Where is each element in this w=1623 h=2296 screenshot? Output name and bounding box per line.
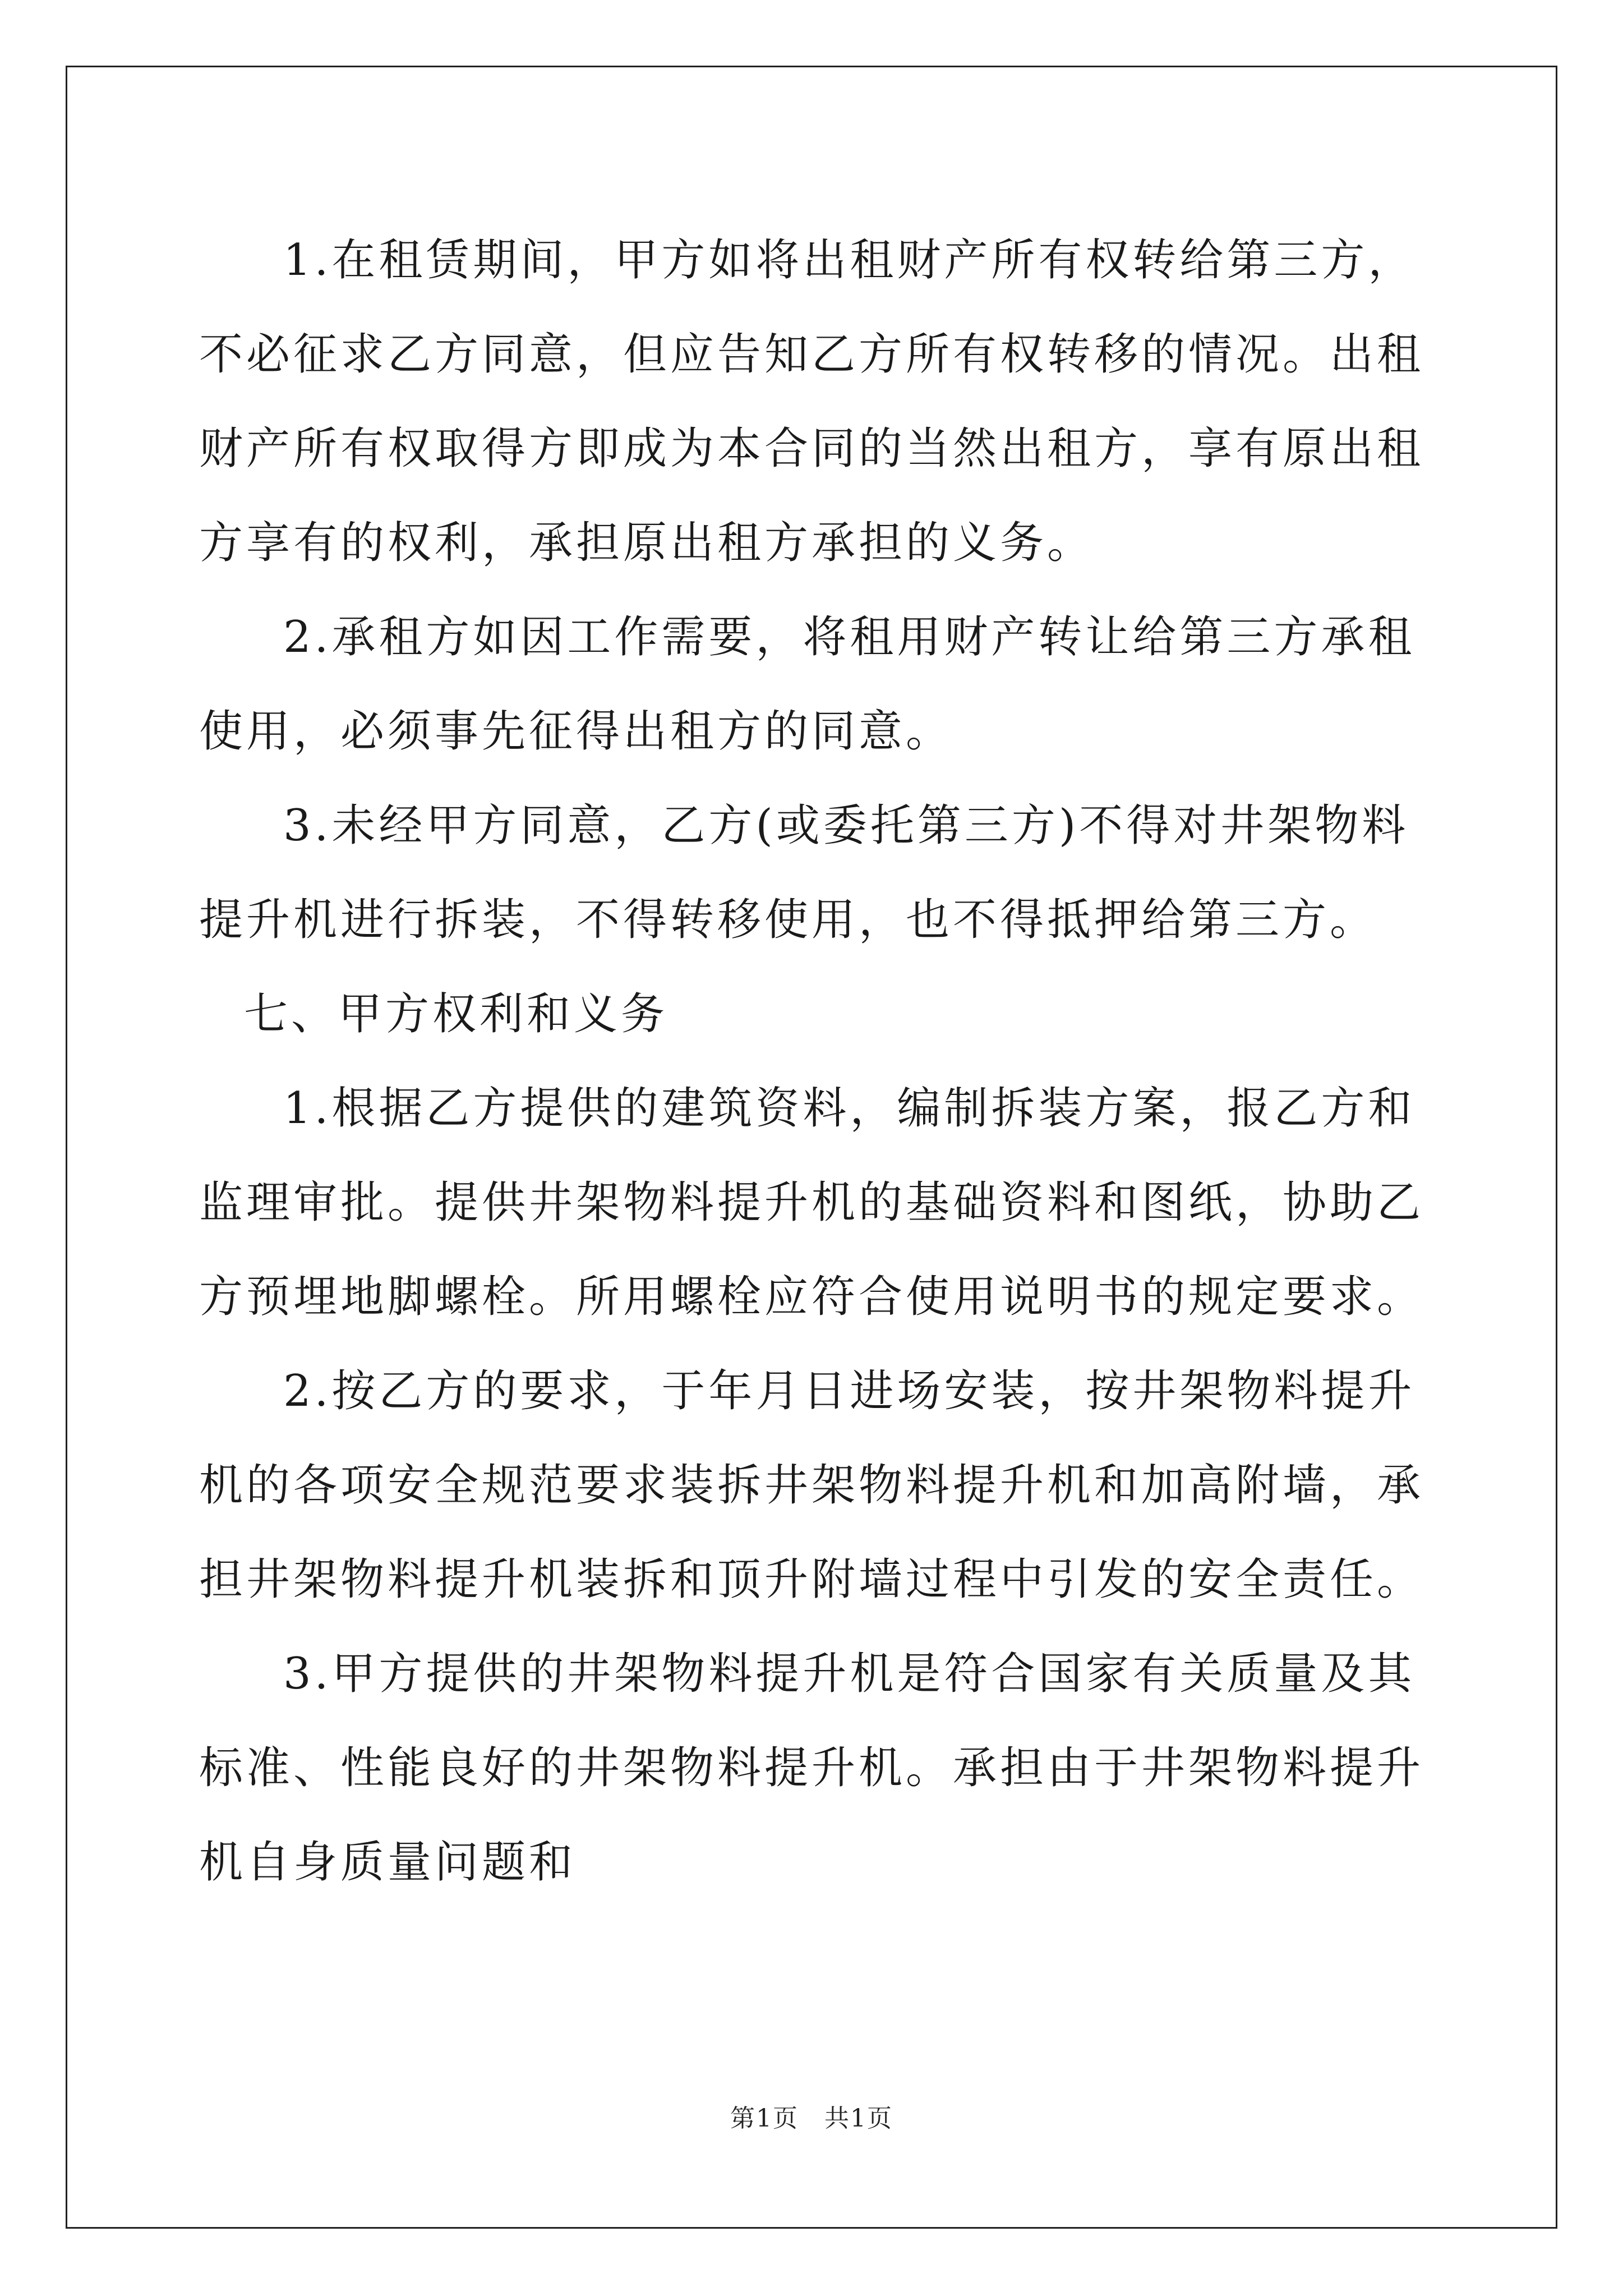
document-body	[199, 213, 1433, 1910]
page-footer: 第1页 共1页	[730, 2104, 893, 2133]
paragraph-no-disassembly: 3.未经甲方同意，乙方(或委托第三方)不得对井架物料提升机进行拆装，不得转移使用，也不得抵押给第三方。	[199, 800, 1409, 945]
paragraph-transfer-ownership: 1.在租赁期间，甲方如将出租财产所有权转给第三方，不必征求乙方同意，但应告知乙方所有权转移的情况。出租财产所有权取得方即成为本合同的当然出租方，享有原出租方享有的权利，承担原出租方承担的义务。	[199, 235, 1424, 568]
paragraph-party-a-installation: 2.按乙方的要求，于年月日进场安装，按井架物料提升机的各项安全规范要求装拆井架物料提升机和加高附墙，承担井架物料提升机装拆和顶升附墙过程中引发的安全责任。	[199, 1366, 1424, 1605]
paragraph-party-a-plan: 1.根据乙方提供的建筑资料，编制拆装方案，报乙方和监理审批。提供井架物料提升机的基础资料和图纸，协助乙方预埋地脚螺栓。所用螺栓应符合使用说明书的规定要求。	[199, 1083, 1424, 1322]
paragraph-party-a-quality: 3.甲方提供的井架物料提升机是符合国家有关质量及其标准、性能良好的井架物料提升机。承担由于井架物料提升机自身质量问题和	[199, 1649, 1424, 1888]
paragraph-sublease-consent: 2.承租方如因工作需要，将租用财产转让给第三方承租使用，必须事先征得出租方的同意。	[199, 612, 1415, 757]
section-heading-party-a-rights: 七、甲方权利和义务	[244, 989, 668, 1039]
